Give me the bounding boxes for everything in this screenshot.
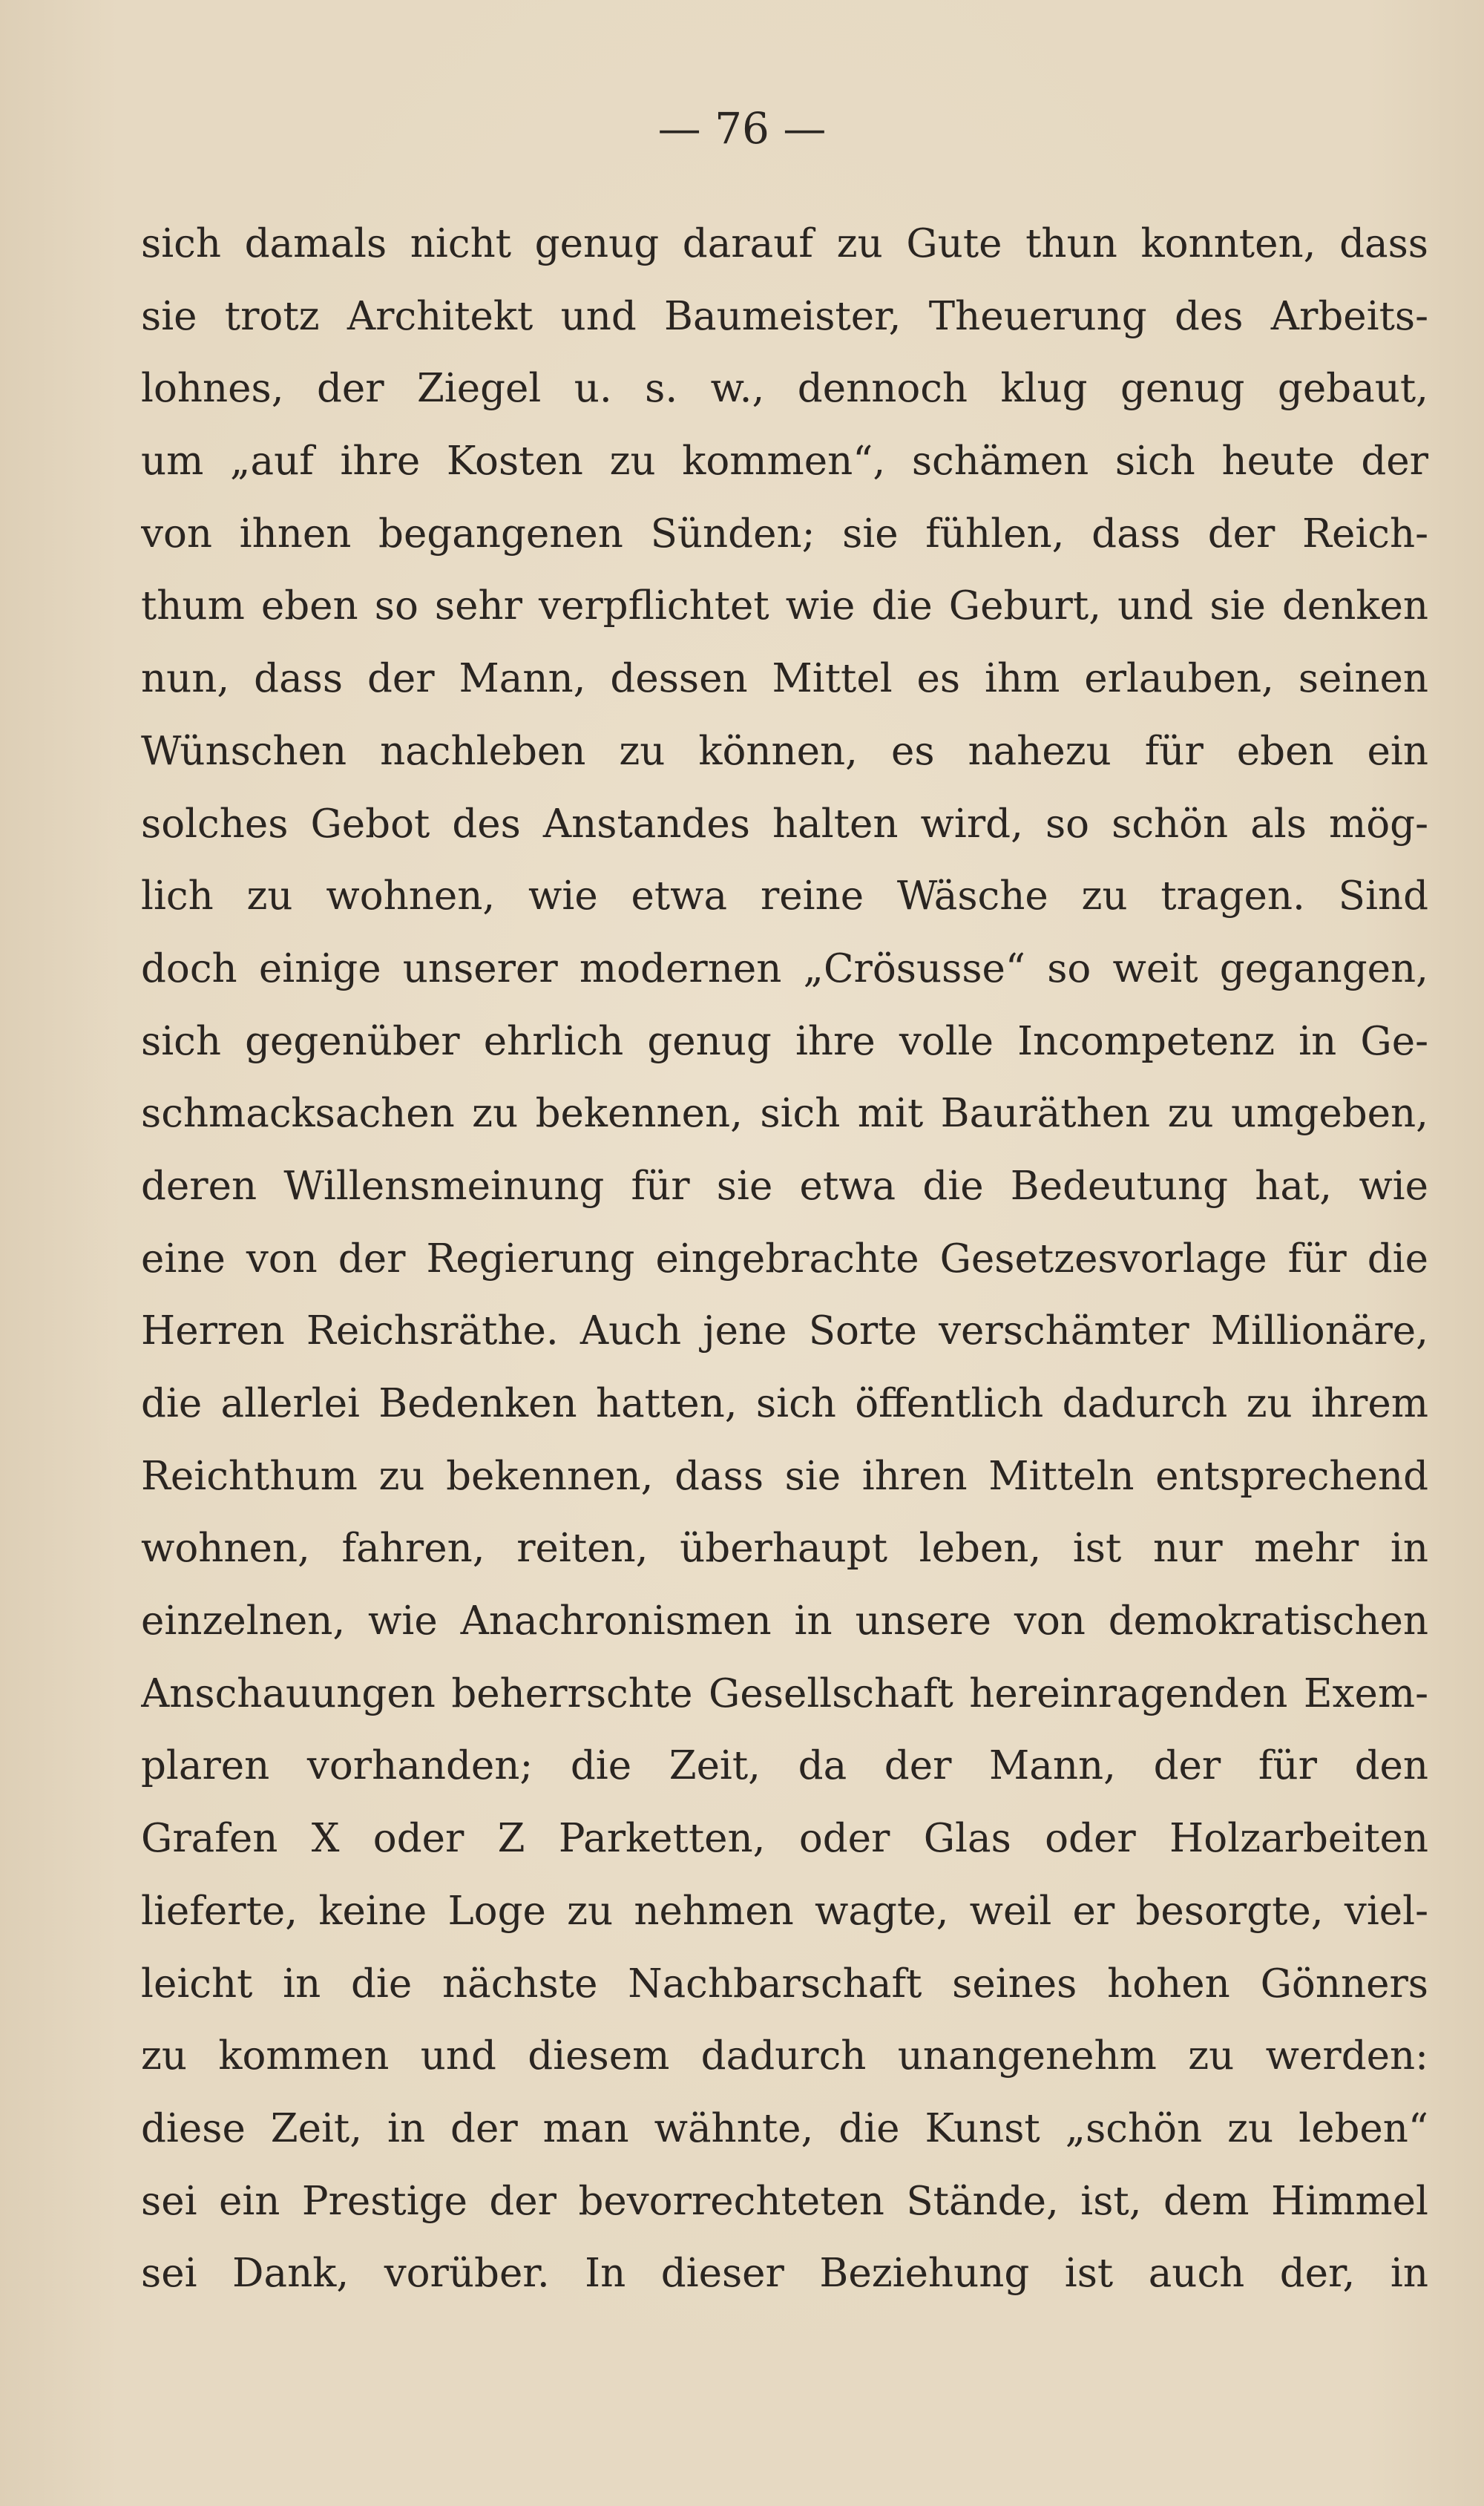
text-line: doch einige unserer modernen „Crösusse“ so weit gegangen, — [141, 945, 1428, 991]
text-line: eine von der Regierung eingebrachte Gesetzesvorlage für die — [141, 1236, 1428, 1282]
text-line: um „auf ihre Kosten zu kommen“, schämen sich heute der — [141, 439, 1428, 485]
text-line: solches Gebot des Anstandes halten wird, so schön als mög- — [141, 801, 1428, 847]
text-line: lich zu wohnen, wie etwa reine Wäsche zu tragen. Sind — [141, 873, 1428, 919]
text-line: sich damals nicht genug darauf zu Gute thun konnten, dass — [141, 221, 1428, 266]
text-line: Anschauungen beherrschte Gesellschaft hereinragenden Exem- — [141, 1670, 1428, 1716]
text-line: diese Zeit, in der man wähnte, die Kunst „schön zu leben“ — [141, 2105, 1428, 2151]
text-line: wohnen, fahren, reiten, überhaupt leben, ist nur mehr in — [141, 1526, 1428, 1572]
text-line: plaren vorhanden; die Zeit, da der Mann, der für den — [141, 1743, 1428, 1789]
text-line: einzelnen, wie Anachronismen in unsere von demokratischen — [141, 1598, 1428, 1644]
text-line: Reichthum zu bekennen, dass sie ihren Mitteln entsprechend — [141, 1453, 1428, 1499]
body-text — [141, 208, 1428, 2310]
text-line: Grafen X oder Z Parketten, oder Glas oder Holzarbeiten — [141, 1816, 1428, 1862]
text-line: sei Dank, vorüber. In dieser Beziehung ist auch der, in — [141, 2251, 1428, 2297]
text-line: deren Willensmeinung für sie etwa die Bedeutung hat, wie — [141, 1163, 1428, 1209]
text-line: sich gegenüber ehrlich genug ihre volle Incompetenz in Ge- — [141, 1018, 1428, 1064]
text-line: nun, dass der Mann, dessen Mittel es ihm erlauben, seinen — [141, 656, 1428, 702]
text-line: thum eben so sehr verpflichtet wie die Geburt, und sie denken — [141, 583, 1428, 629]
text-line: Herren Reichsräthe. Auch jene Sorte verschämter Millionäre, — [141, 1308, 1428, 1354]
text-line: von ihnen begangenen Sünden; sie fühlen, dass der Reich- — [141, 511, 1428, 557]
text-line: lohnes, der Ziegel u. s. w., dennoch klug genug gebaut, — [141, 366, 1428, 412]
text-line: die allerlei Bedenken hatten, sich öffentlich dadurch zu ihrem — [141, 1381, 1428, 1426]
text-line: lieferte, keine Loge zu nehmen wagte, weil er besorgte, viel- — [141, 1888, 1428, 1934]
text-line: zu kommen und diesem dadurch unangenehm zu werden: — [141, 2033, 1428, 2079]
text-line: leicht in die nächste Nachbarschaft seines hohen Gönners — [141, 1961, 1428, 2007]
text-line: sei ein Prestige der bevorrechteten Stände, ist, dem Himmel — [141, 2178, 1428, 2224]
text-line: Wünschen nachleben zu können, es nahezu für eben ein — [141, 728, 1428, 774]
text-line: schmacksachen zu bekennen, sich mit Bauräthen zu umgeben, — [141, 1091, 1428, 1137]
page-number: — 76 — — [657, 103, 827, 154]
text-line: sie trotz Architekt und Baumeister, Theuerung des Arbeits- — [141, 293, 1428, 339]
